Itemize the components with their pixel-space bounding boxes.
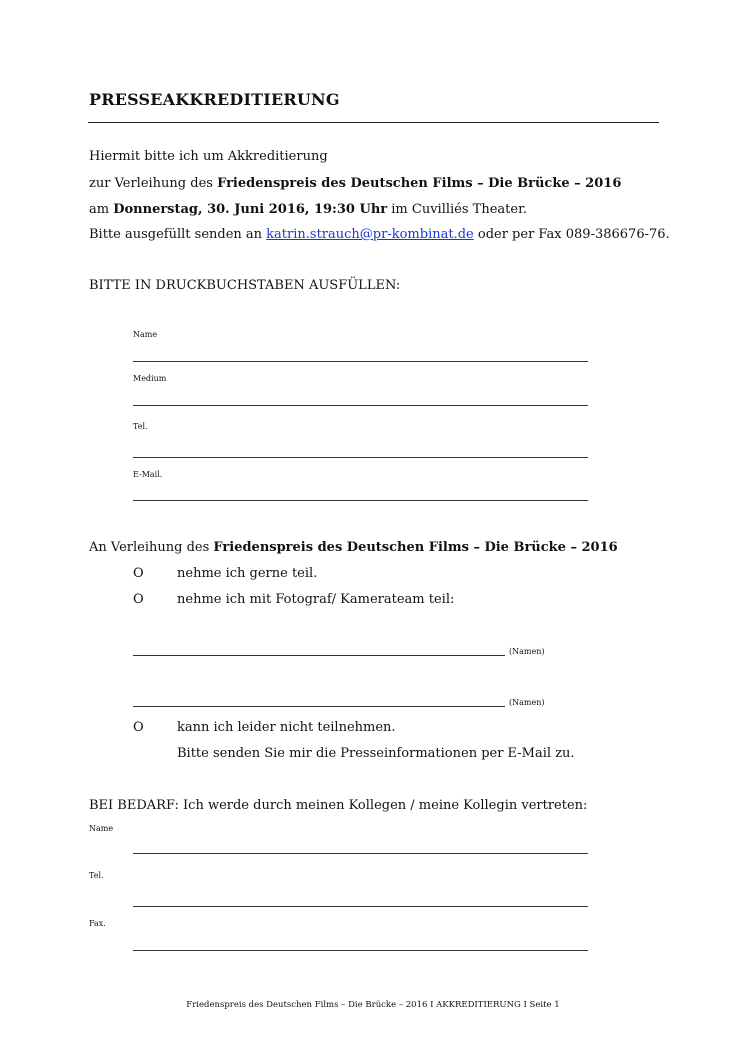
- intro-line-4: [89, 227, 670, 242]
- substitute-heading: BEI BEDARF: Ich werde durch meinen Kollegen / meine Kollegin vertreten:: [89, 798, 588, 813]
- page-title: PRESSEAKKREDITIERUNG: [89, 90, 340, 109]
- option-3-sublabel: Bitte senden Sie mir die Presseinformationen per E-Mail zu.: [177, 746, 575, 761]
- substitute-name-label: Name: [89, 824, 114, 833]
- option-2-checkbox[interactable]: O: [133, 592, 144, 607]
- substitute-tel-line[interactable]: [133, 906, 588, 907]
- intro-line-2-prefix: zur Verleihung des: [89, 176, 218, 191]
- option-2-label: nehme ich mit Fotograf/ Kamerateam teil:: [177, 592, 455, 607]
- team-name-label-2: (Namen): [509, 698, 545, 707]
- intro-line-2: [89, 176, 621, 191]
- medium-input-line[interactable]: [133, 405, 588, 406]
- email-input-line[interactable]: [133, 500, 588, 501]
- tel-input-line[interactable]: [133, 457, 588, 458]
- team-name-line-1[interactable]: [133, 655, 505, 656]
- team-name-label-1: (Namen): [509, 647, 545, 656]
- option-1-checkbox[interactable]: O: [133, 566, 144, 581]
- option-3-checkbox[interactable]: O: [133, 720, 144, 735]
- participation-event-name: Friedenspreis des Deutschen Films – Die Brücke – 2016: [213, 540, 618, 555]
- option-1-label: nehme ich gerne teil.: [177, 566, 318, 581]
- intro-line-4-suffix: oder per Fax 089-386676-76.: [473, 227, 670, 242]
- team-name-line-2[interactable]: [133, 706, 505, 707]
- event-name: Friedenspreis des Deutschen Films – Die Brücke – 2016: [217, 176, 622, 191]
- substitute-fax-label: Fax.: [89, 919, 106, 928]
- title-divider: [88, 122, 659, 123]
- participation-heading: [89, 540, 618, 555]
- intro-line-3-prefix: am: [89, 202, 114, 217]
- intro-line-3-suffix: im Cuvilliés Theater.: [387, 202, 527, 217]
- medium-label: Medium: [133, 374, 167, 383]
- event-date: Donnerstag, 30. Juni 2016, 19:30 Uhr: [113, 202, 388, 217]
- participation-prefix: An Verleihung des: [89, 540, 214, 555]
- intro-line-1: Hiermit bitte ich um Akkreditierung: [89, 149, 328, 164]
- instruction-text: BITTE IN DRUCKBUCHSTABEN AUSFÜLLEN:: [89, 278, 401, 293]
- substitute-tel-label: Tel.: [89, 871, 104, 880]
- email-link[interactable]: katrin.strauch@pr-kombinat.de: [266, 227, 474, 242]
- name-input-line[interactable]: [133, 361, 588, 362]
- option-3-label: kann ich leider nicht teilnehmen.: [177, 720, 396, 735]
- intro-line-4-prefix: Bitte ausgefüllt senden an: [89, 227, 267, 242]
- page-footer: Friedenspreis des Deutschen Films – Die Brücke – 2016 I AKKREDITIERUNG I Seite 1: [186, 1000, 560, 1010]
- substitute-name-line[interactable]: [133, 853, 588, 854]
- name-label: Name: [133, 330, 158, 339]
- substitute-fax-line[interactable]: [133, 950, 588, 951]
- intro-line-3: [89, 202, 527, 217]
- tel-label: Tel.: [133, 422, 148, 431]
- email-label: E-Mail.: [133, 470, 163, 479]
